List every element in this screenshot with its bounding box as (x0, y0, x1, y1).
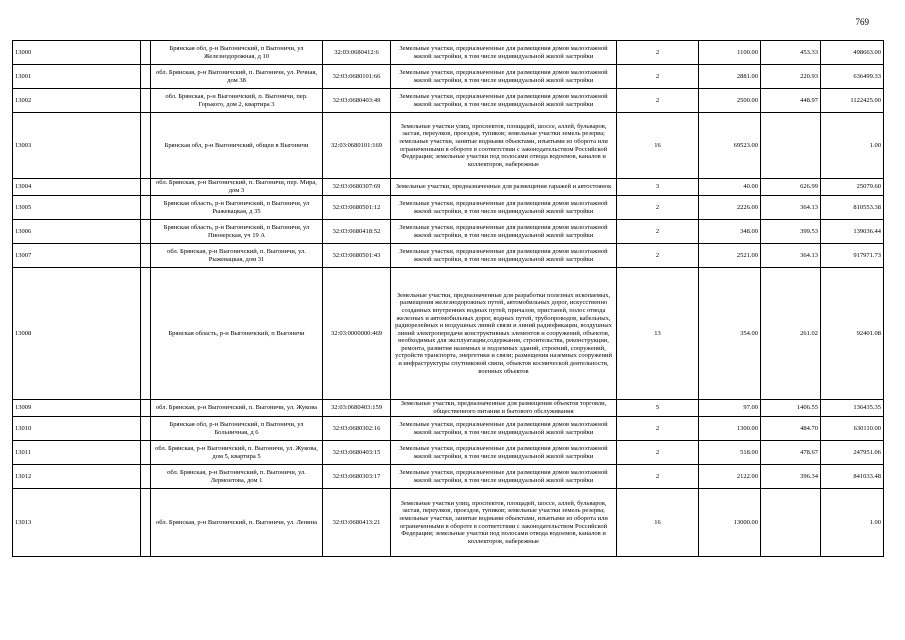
land-use-cell: Земельные участки, предназначенные для размещения гаражей и автостоянок (391, 179, 617, 196)
use-code: 5 (617, 400, 699, 417)
table-row (13, 179, 884, 196)
unit-price-cell (761, 113, 821, 179)
table-row (13, 417, 884, 441)
area-cell: 13000.00 (699, 489, 761, 557)
use-code: 2 (617, 465, 699, 489)
cadastral-value-cell: 247951.06 (821, 441, 884, 465)
cadastral-number: 32:03:0680501:12 (323, 196, 391, 220)
land-use-cell: Земельные участки, предназначенные для размещения домов малоэтажной жилой застройки, в том числе индивидуальной жилой застройки (391, 417, 617, 441)
unit-price-cell: 1406.55 (761, 400, 821, 417)
address-cell: Брянская область, р-н Выгоничский, п Выгоничи, ул Рыжевацкая, д 35 (151, 196, 323, 220)
land-use-cell: Земельные участки, предназначенные для размещения домов малоэтажной жилой застройки, в том числе индивидуальной жилой застройки (391, 89, 617, 113)
row-number: 13007 (13, 244, 141, 268)
address-cell: обл. Брянская, р-н Выгоничский, п. Выгоничи, ул. Жукова, дом 5, квартира 5 (151, 441, 323, 465)
area-cell: 1100.00 (699, 41, 761, 65)
unit-price-cell: 484.70 (761, 417, 821, 441)
table-row (13, 41, 884, 65)
unit-price-cell: 364.13 (761, 196, 821, 220)
unit-price-cell: 478.67 (761, 441, 821, 465)
table-row (13, 65, 884, 89)
unit-price-cell (761, 489, 821, 557)
cadastral-value-cell: 139036.44 (821, 220, 884, 244)
unit-price-cell: 448.97 (761, 89, 821, 113)
cadastral-value-cell: 1122425.00 (821, 89, 884, 113)
unit-price-cell: 220.93 (761, 65, 821, 89)
cadastral-number: 32:03:0680307:69 (323, 179, 391, 196)
address-cell: обл. Брянская, р-н Выгоничский, п. Выгоничи, пер. Горького, дом 2, квартира 3 (151, 89, 323, 113)
area-cell: 2881.00 (699, 65, 761, 89)
unit-price-cell: 396.34 (761, 465, 821, 489)
area-cell: 518.00 (699, 441, 761, 465)
row-number: 13002 (13, 89, 141, 113)
page-number: 769 (855, 17, 869, 27)
land-use-cell: Земельные участки, предназначенные для разработки полезных ископаемых, размещения железнодорожных путей, автомобильных дорог, искусственно созданных внутренних водных путей, причалов, пристаней, полос отвода железных и автомобильных дорог, водных путей, трубопроводов, кабельных, радиорелейных и воздушных линий связи и линий радиофикации, воздушных линий электропередачи конструктивных элементов и сооружений, объектов, необходимых для эксплуатации,содержания, строительства, реконструкции, ремонта, развития наземных и подземных зданий, строений, сооружений, устройств транспорта, энергетики и связи; размещения наземных сооружений и инфраструктуры спутниковой связи, объектов космической деятельности, военных объектов (391, 268, 617, 400)
table-row (13, 400, 884, 417)
address-cell: Брянская обл, р-н Выгоничский, п Выгоничи, ул Железнодорожная, д 10 (151, 41, 323, 65)
cadastral-number: 32:03:0680302:16 (323, 417, 391, 441)
cadastral-number: 32:03:0000000:469 (323, 268, 391, 400)
cadastral-value-cell: 92401.08 (821, 268, 884, 400)
land-registry-table (12, 40, 884, 557)
use-code: 2 (617, 244, 699, 268)
address-cell: Брянская обл, р-н Выгоничский, общеи в Выгоничи (151, 113, 323, 179)
cadastral-value-cell: 498663.00 (821, 41, 884, 65)
cadastral-value-cell: 1.00 (821, 113, 884, 179)
cadastral-number: 32:03:0680303:17 (323, 465, 391, 489)
table-row (13, 489, 884, 557)
row-number: 13001 (13, 65, 141, 89)
cadastral-number: 32:03:0680101:66 (323, 65, 391, 89)
area-cell: 1300.00 (699, 417, 761, 441)
address-cell: Брянская обл, р-н Выгоничский, п Выгоничи, ул Больничная, д 6 (151, 417, 323, 441)
area-cell: 354.00 (699, 268, 761, 400)
cadastral-number: 32:03:0680403:49 (323, 89, 391, 113)
cadastral-value-cell: 841033.48 (821, 465, 884, 489)
area-cell: 2122.00 (699, 465, 761, 489)
address-cell: обл. Брянская, р-н Выгоничский, п. Выгоничи, ул. Рыжевацкая, дом 31 (151, 244, 323, 268)
row-number: 13005 (13, 196, 141, 220)
row-number: 13006 (13, 220, 141, 244)
table-row (13, 268, 884, 400)
table-row (13, 441, 884, 465)
area-cell: 2500.00 (699, 89, 761, 113)
cadastral-number: 32:03:0680403:159 (323, 400, 391, 417)
land-use-cell: Земельные участки, предназначенные для размещения домов малоэтажной жилой застройки, в том числе индивидуальной жилой застройки (391, 41, 617, 65)
table-row (13, 113, 884, 179)
address-cell: обл. Брянская, р-н Выгоничский, п. Выгоничи, ул. Речная, дом 38 (151, 65, 323, 89)
land-use-cell: Земельные участки, предназначенные для размещения домов малоэтажной жилой застройки, в том числе индивидуальной жилой застройки (391, 441, 617, 465)
unit-price-cell: 453.33 (761, 41, 821, 65)
row-number: 13011 (13, 441, 141, 465)
row-number: 13000 (13, 41, 141, 65)
row-number: 13009 (13, 400, 141, 417)
row-number: 13003 (13, 113, 141, 179)
use-code: 16 (617, 489, 699, 557)
use-code: 2 (617, 220, 699, 244)
cadastral-value-cell: 136435.35 (821, 400, 884, 417)
use-code: 3 (617, 179, 699, 196)
row-number: 13010 (13, 417, 141, 441)
use-code: 13 (617, 268, 699, 400)
address-cell: обл. Брянская, р-н Выгоничский, п. Выгоничи, ул. Лермонтова, дом 1 (151, 465, 323, 489)
address-cell: Брянская область, р-н Выгоничский, п Выгоничи (151, 268, 323, 400)
cadastral-number: 32:03:0680403:15 (323, 441, 391, 465)
land-use-cell: Земельные участки, предназначенные для размещения домов малоэтажной жилой застройки, в том числе индивидуальной жилой застройки (391, 465, 617, 489)
row-number: 13008 (13, 268, 141, 400)
land-use-cell: Земельные участки, предназначенные для размещения домов малоэтажной жилой застройки, в том числе индивидуальной жилой застройки (391, 196, 617, 220)
cadastral-value-cell: 810553.38 (821, 196, 884, 220)
address-cell: обл. Брянская, р-н Выгоничский, п. Выгоничи, ул. Жукова (151, 400, 323, 417)
area-cell: 69523.00 (699, 113, 761, 179)
area-cell: 2521.00 (699, 244, 761, 268)
address-cell: Брянская область, р-н Выгоничский, п Выгоничи, ул Пионерская, уч 19 А (151, 220, 323, 244)
use-code: 2 (617, 196, 699, 220)
unit-price-cell: 364.13 (761, 244, 821, 268)
land-use-cell: Земельные участки улиц, проспектов, площадей, шоссе, аллей, бульваров, застав, переулков, проездов, тупиков; земельные участки земель резерва; земельные участки, занятые водными объектами, изъятыми из оборота или ограниченными в обороте в соответствии с законодательством Российской Федерации; земельные участки под полосами отвода водоемов, каналов и коллекторов, набережные (391, 489, 617, 557)
cadastral-number: 32:03:0680412:6 (323, 41, 391, 65)
cadastral-value-cell: 25079.60 (821, 179, 884, 196)
use-code: 2 (617, 41, 699, 65)
area-cell: 97.00 (699, 400, 761, 417)
cadastral-value-cell: 636499.33 (821, 65, 884, 89)
area-cell: 2226.00 (699, 196, 761, 220)
row-number: 13012 (13, 465, 141, 489)
use-code: 2 (617, 417, 699, 441)
table-row (13, 465, 884, 489)
land-use-cell: Земельные участки, предназначенные для размещения объектов торговли, общественного питания и бытового обслуживания (391, 400, 617, 417)
use-code: 2 (617, 441, 699, 465)
cadastral-number: 32:03:0680413:21 (323, 489, 391, 557)
row-number: 13013 (13, 489, 141, 557)
use-code: 2 (617, 65, 699, 89)
cadastral-number: 32:03:0680101:169 (323, 113, 391, 179)
area-cell: 348.00 (699, 220, 761, 244)
table-row (13, 89, 884, 113)
unit-price-cell: 626.99 (761, 179, 821, 196)
land-use-cell: Земельные участки, предназначенные для размещения домов малоэтажной жилой застройки, в том числе индивидуальной жилой застройки (391, 244, 617, 268)
cadastral-value-cell: 1.00 (821, 489, 884, 557)
unit-price-cell: 399.53 (761, 220, 821, 244)
address-cell: обл. Брянская, р-н Выгоничский, п. Выгоничи, пер. Мира, дом 3 (151, 179, 323, 196)
use-code: 16 (617, 113, 699, 179)
land-use-cell: Земельные участки, предназначенные для размещения домов малоэтажной жилой застройки, в том числе индивидуальной жилой застройки (391, 65, 617, 89)
cadastral-value-cell: 630110.00 (821, 417, 884, 441)
land-use-cell: Земельные участки, предназначенные для размещения домов малоэтажной жилой застройки, в том числе индивидуальной жилой застройки (391, 220, 617, 244)
table-row (13, 244, 884, 268)
cadastral-number: 32:03:0680418:52 (323, 220, 391, 244)
row-number: 13004 (13, 179, 141, 196)
address-cell: обл. Брянская, р-н Выгоничский, п. Выгоничи, ул. Ленина (151, 489, 323, 557)
use-code: 2 (617, 89, 699, 113)
cadastral-value-cell: 917971.73 (821, 244, 884, 268)
cadastral-number: 32:03:0680501:43 (323, 244, 391, 268)
land-use-cell: Земельные участки улиц, проспектов, площадей, шоссе, аллей, бульваров, застав, переулков, проездов, тупиков; земельные участки земель резерва; земельные участки, занятые водными объектами, изъятыми из оборота или ограниченными в обороте в соответствии с законодательством Российской Федерации; земельные участки под полосами отвода водоемов, каналов и коллекторов, набережные (391, 113, 617, 179)
table-row (13, 196, 884, 220)
table-row (13, 220, 884, 244)
unit-price-cell: 261.02 (761, 268, 821, 400)
area-cell: 40.00 (699, 179, 761, 196)
